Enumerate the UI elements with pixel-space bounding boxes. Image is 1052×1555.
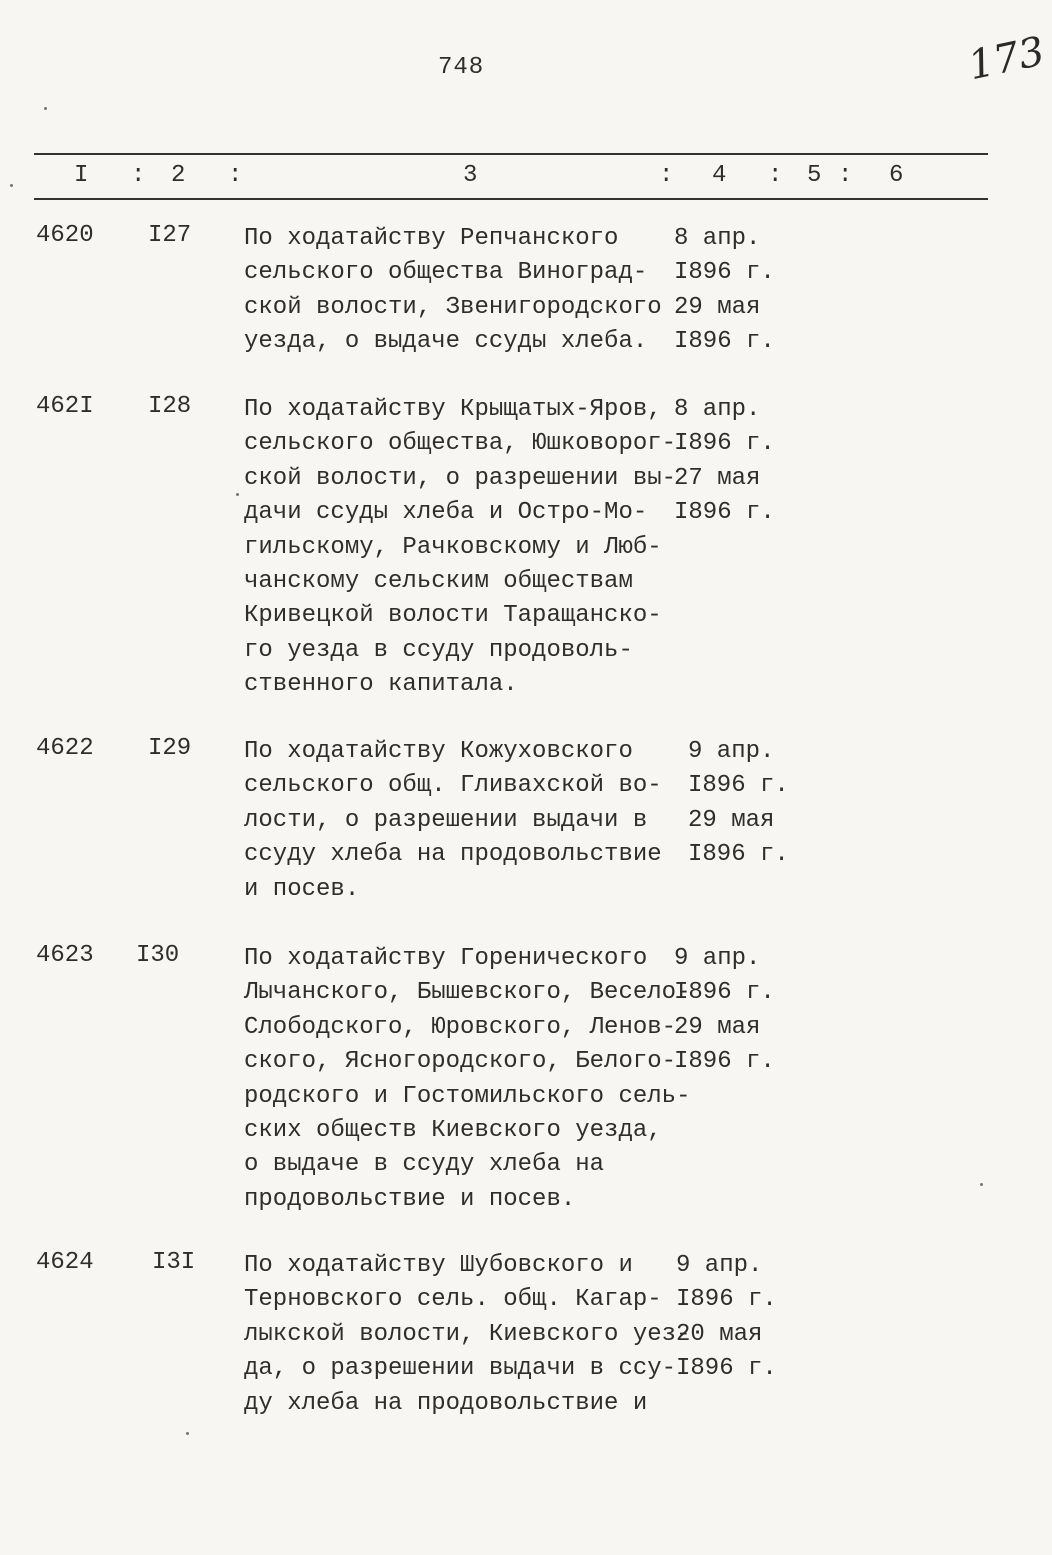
text-line: По ходатайству Крыщатых-Яров, — [244, 396, 662, 423]
scan-speck — [186, 1432, 189, 1435]
entry-description — [244, 735, 674, 907]
inventory-number: I29 — [148, 735, 192, 762]
scan-speck — [10, 184, 13, 187]
entry-dates — [674, 942, 775, 1080]
text-line: сельского общества Виноград- — [244, 259, 648, 287]
text-line: ского, Ясногородского, Белого- — [244, 1048, 677, 1076]
entry-description — [244, 942, 691, 1217]
date-line: I896 г. — [688, 841, 789, 869]
date-line: 9 апр. — [676, 1252, 763, 1279]
entry-dates — [688, 735, 789, 873]
inventory-number: I27 — [148, 222, 192, 249]
text-line: ссуду хлеба на продовольствие — [244, 841, 662, 869]
text-line: о выдаче в ссуду хлеба на — [244, 1151, 605, 1179]
entry-number: 4622 — [36, 735, 94, 762]
entry-dates — [676, 1249, 777, 1387]
text-line: ду хлеба на продовольствие и — [244, 1389, 648, 1417]
scan-speck — [980, 1183, 983, 1186]
column-header-6: 6 — [889, 162, 904, 189]
date-line: 9 апр. — [674, 945, 761, 972]
text-line: лыкской волости, Киевского уез- — [244, 1320, 691, 1348]
date-line: I896 г. — [674, 979, 775, 1007]
date-line: 9 апр. — [688, 738, 775, 765]
date-line: 27 мая — [674, 464, 761, 492]
date-line: I896 г. — [674, 499, 775, 527]
header-rule-top — [34, 153, 988, 155]
text-line: Лычанского, Бышевского, Весело- — [244, 979, 691, 1007]
entry-description — [244, 393, 677, 703]
text-line: Кривецкой волости Таращанско- — [244, 602, 662, 630]
text-line: лости, о разрешении выдачи в — [244, 806, 648, 834]
date-line: 8 апр. — [674, 396, 761, 423]
column-header-5: 5 — [807, 162, 822, 189]
text-line: да, о разрешении выдачи в ссу- — [244, 1355, 677, 1383]
date-line: 29 мая — [674, 293, 761, 321]
text-line: По ходатайству Горенического — [244, 945, 648, 972]
text-line: Слободского, Юровского, Ленов- — [244, 1013, 677, 1041]
text-line: дачи ссуды хлеба и Остро-Мо- — [244, 499, 648, 527]
entry-number: 462I — [36, 393, 94, 420]
text-line: ских обществ Киевского уезда, — [244, 1117, 662, 1145]
entry-number: 4624 — [36, 1249, 94, 1276]
text-line: родского и Гостомильского сель- — [244, 1082, 691, 1110]
date-line: 20 мая — [676, 1320, 763, 1348]
scan-speck — [236, 493, 239, 496]
text-line: и посев. — [244, 875, 360, 903]
text-line: гильскому, Рачковскому и Люб- — [244, 533, 662, 561]
date-line: I896 г. — [674, 328, 775, 356]
text-line: сельского общества, Юшковорог- — [244, 430, 677, 458]
column-separator: : — [768, 162, 783, 189]
column-separator: : — [659, 162, 674, 189]
text-line: ской волости, о разрешении вы- — [244, 464, 677, 492]
text-line: ской волости, Звенигородского — [244, 293, 662, 321]
folio-mark-text: 173 — [964, 28, 1049, 90]
text-line: Терновского сель. общ. Кагар- — [244, 1286, 662, 1314]
column-header-3: 3 — [463, 162, 478, 189]
entry-number: 4623 — [36, 942, 94, 969]
column-separator: : — [838, 162, 853, 189]
column-separator: : — [131, 162, 146, 189]
folio-mark — [964, 28, 1049, 103]
date-line: I896 г. — [676, 1286, 777, 1314]
column-header-4: 4 — [712, 162, 727, 189]
text-line: сельского общ. Гливахской во- — [244, 772, 662, 800]
entry-description — [244, 1249, 691, 1421]
text-line: уезда, о выдаче ссуды хлеба. — [244, 328, 648, 356]
date-line: I896 г. — [674, 1048, 775, 1076]
text-line: По ходатайству Шубовского и — [244, 1252, 633, 1279]
text-line: По ходатайству Кожуховского — [244, 738, 633, 765]
header-rule-bottom — [34, 198, 988, 200]
text-line: продовольствие и посев. — [244, 1185, 576, 1213]
entry-description — [244, 222, 674, 360]
date-line: 29 мая — [688, 806, 775, 834]
page-number: 748 — [438, 54, 485, 81]
inventory-number: I3I — [152, 1249, 196, 1276]
column-header-2: 2 — [171, 162, 186, 189]
entry-dates — [674, 393, 775, 531]
date-line: I896 г. — [676, 1355, 777, 1383]
entry-dates — [674, 222, 775, 360]
date-line: I896 г. — [688, 772, 789, 800]
text-line: го уезда в ссуду продоволь- — [244, 636, 633, 664]
text-line: По ходатайству Репчанского — [244, 225, 619, 252]
text-line: ственного капитала. — [244, 671, 518, 699]
inventory-number: I28 — [148, 393, 192, 420]
date-line: I896 г. — [674, 259, 775, 287]
scan-speck — [44, 107, 47, 110]
inventory-number: I30 — [136, 942, 180, 969]
column-header-1: I — [74, 162, 89, 189]
text-line: чанскому сельским обществам — [244, 568, 633, 596]
date-line: 29 мая — [674, 1013, 761, 1041]
date-line: 8 апр. — [674, 225, 761, 252]
column-separator: : — [228, 162, 243, 189]
date-line: I896 г. — [674, 430, 775, 458]
entry-number: 4620 — [36, 222, 94, 249]
